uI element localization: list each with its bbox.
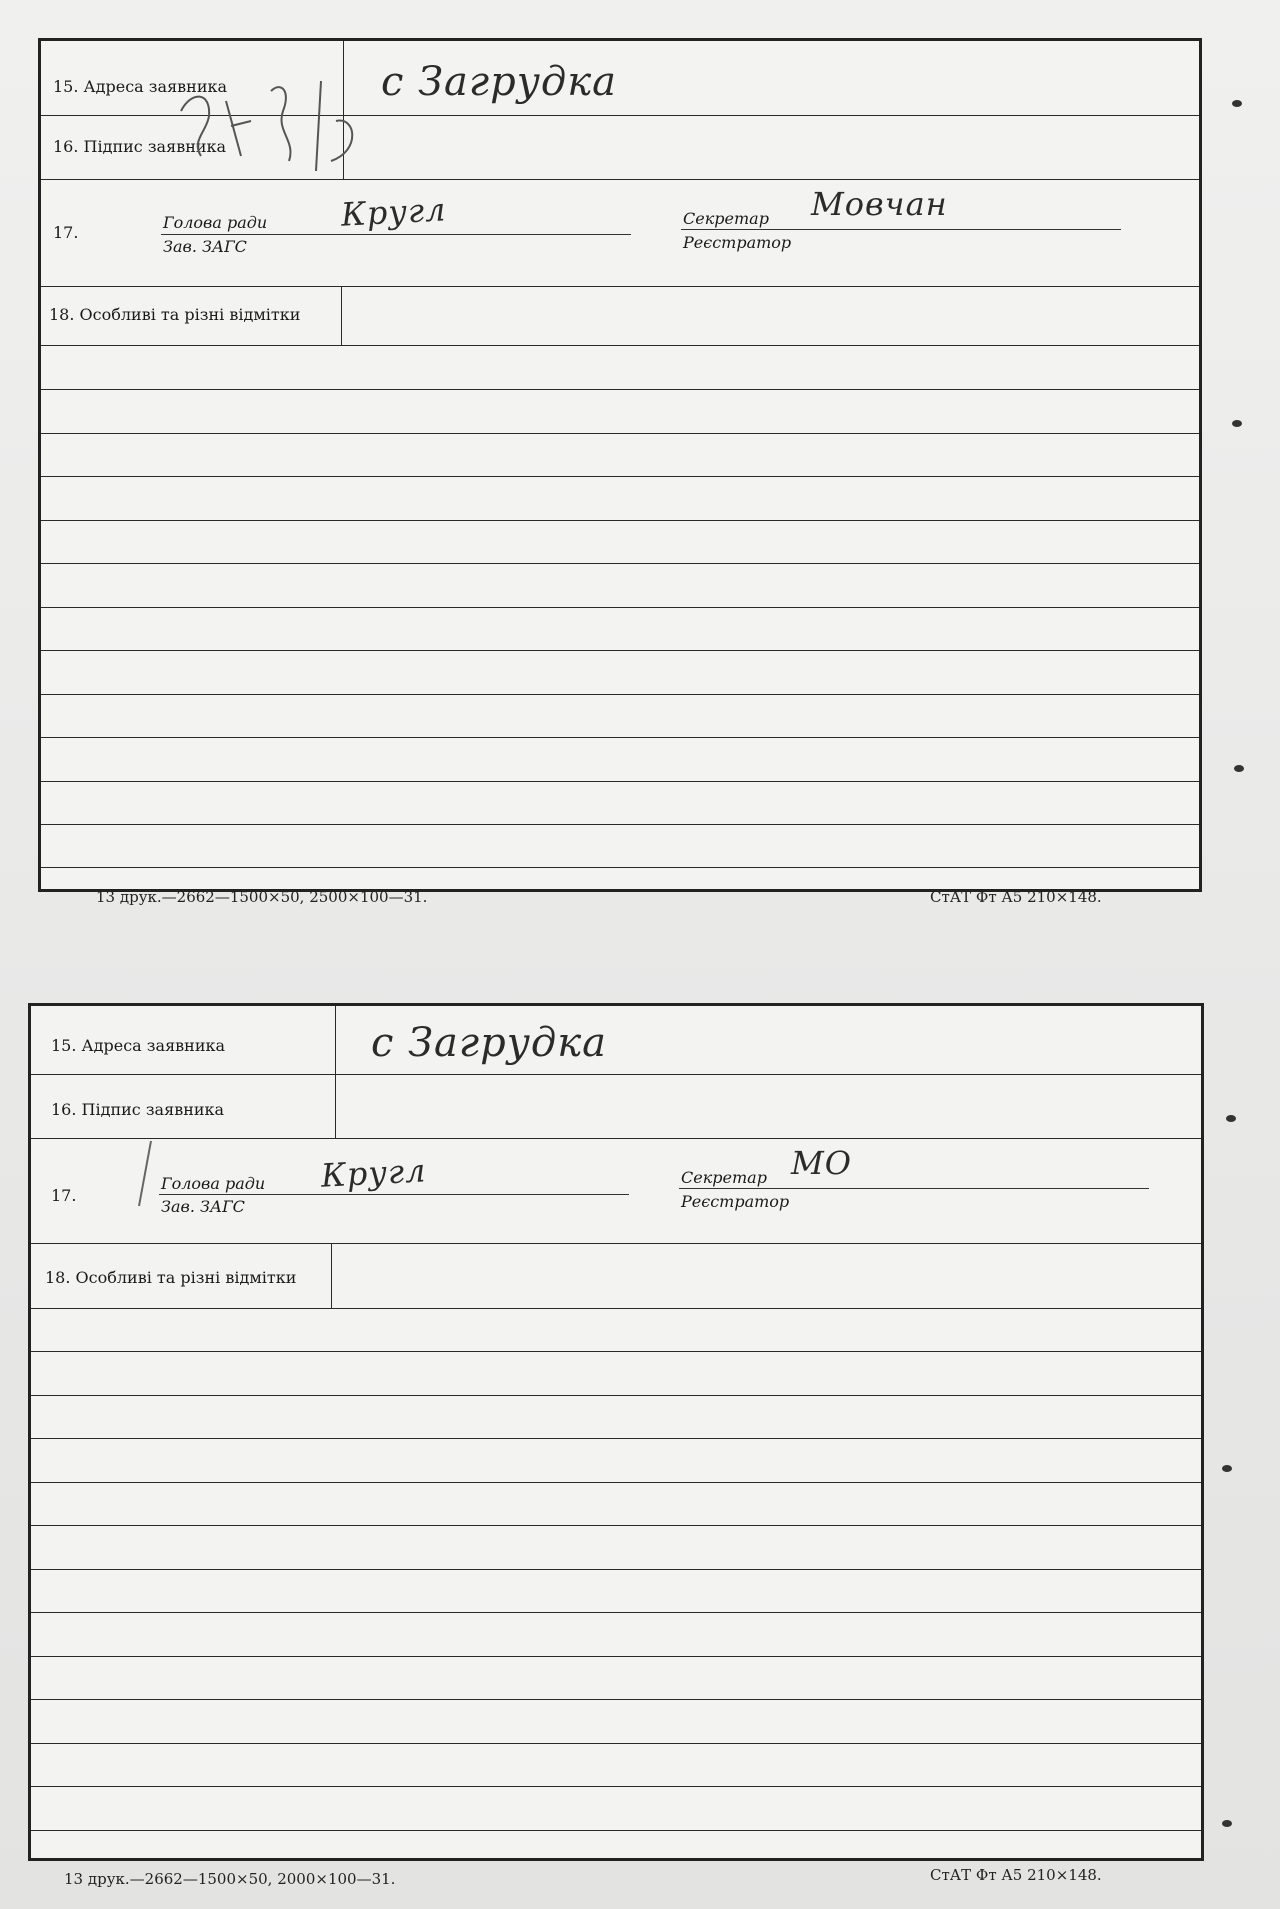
signature-label: 16. Підпис заявника [53,137,227,156]
ruled-line [31,1612,1201,1613]
binder-hole-icon [1222,1820,1232,1827]
label-column-divider [335,1006,336,1138]
ruled-line [41,650,1199,651]
secretary-signature-handwritten: Мовчан [811,185,948,223]
ruled-line [31,1395,1201,1396]
ruled-line [41,433,1199,434]
row-divider [31,1243,1201,1244]
ruled-line [31,1482,1201,1483]
address-label: 15. Адреса заявника [51,1036,226,1055]
pencil-archive-mark-icon [171,61,371,201]
format-info-bottom: СтАТ Фт А5 210×148. [930,1866,1102,1884]
secretary-signature-line [681,229,1121,230]
row-divider [31,1074,1201,1075]
ruled-line [31,1786,1201,1787]
secretary-label: Секретар [681,1168,767,1187]
row-divider [41,286,1199,287]
ruled-line [41,694,1199,695]
ruled-line [41,607,1199,608]
head-signature-line [159,1194,629,1195]
print-info-top: 13 друк.—2662—1500×50, 2500×100—31. [96,888,428,906]
ruled-line [41,781,1199,782]
ruled-line [31,1525,1201,1526]
ruled-line [41,737,1199,738]
ruled-line [41,389,1199,390]
remarks-label: 18. Особливі та різні відмітки [49,305,301,324]
signature-label: 16. Підпис заявника [51,1100,225,1119]
head-signature-handwritten: Кругл [320,1151,428,1195]
remarks-label: 18. Особливі та різні відмітки [45,1268,297,1287]
address-label: 15. Адреса заявника [53,77,228,96]
ruled-line [31,1438,1201,1439]
label-column-divider [331,1243,332,1308]
secretary-label: Секретар [683,209,769,228]
zags-head-label: Зав. ЗАГС [163,237,247,256]
secretary-signature-handwritten: МО [791,1144,852,1182]
ruled-line [31,1351,1201,1352]
address-handwritten: с Загрудка [381,59,617,105]
row17-number: 17. [53,223,79,242]
zags-head-label: Зав. ЗАГС [161,1197,245,1216]
ruled-line [31,1699,1201,1700]
ruled-line [41,476,1199,477]
row17-number: 17. [51,1186,77,1205]
binder-hole-icon [1222,1465,1232,1472]
binder-hole-icon [1232,420,1242,427]
head-signature-handwritten: Кругл [340,190,448,234]
secretary-signature-line [679,1188,1149,1189]
registrar-label: Реєстратор [683,233,792,252]
ruled-line [31,1569,1201,1570]
ruled-line [41,867,1199,868]
council-head-label: Голова ради [161,1174,266,1193]
row-divider [31,1308,1201,1309]
ruled-line [41,520,1199,521]
registrar-label: Реєстратор [681,1192,790,1211]
head-signature-line [161,234,631,235]
address-handwritten: с Загрудка [371,1020,607,1066]
ruled-line [31,1743,1201,1744]
form-bottom [28,1003,1204,1861]
binder-hole-icon [1226,1115,1236,1122]
ruled-line [31,1830,1201,1831]
binder-hole-icon [1234,765,1244,772]
form-top [38,38,1202,892]
print-info-bottom: 13 друк.—2662—1500×50, 2000×100—31. [64,1870,396,1888]
row-divider [31,1138,1201,1139]
council-head-label: Голова ради [163,213,268,232]
label-column-divider [341,286,342,345]
binder-hole-icon [1232,100,1242,107]
ruled-line [31,1656,1201,1657]
pencil-tick-mark-icon [131,1136,161,1216]
ruled-line [41,563,1199,564]
format-info-top: СтАТ Фт А5 210×148. [930,888,1102,906]
ruled-line [41,824,1199,825]
row-divider [41,345,1199,346]
